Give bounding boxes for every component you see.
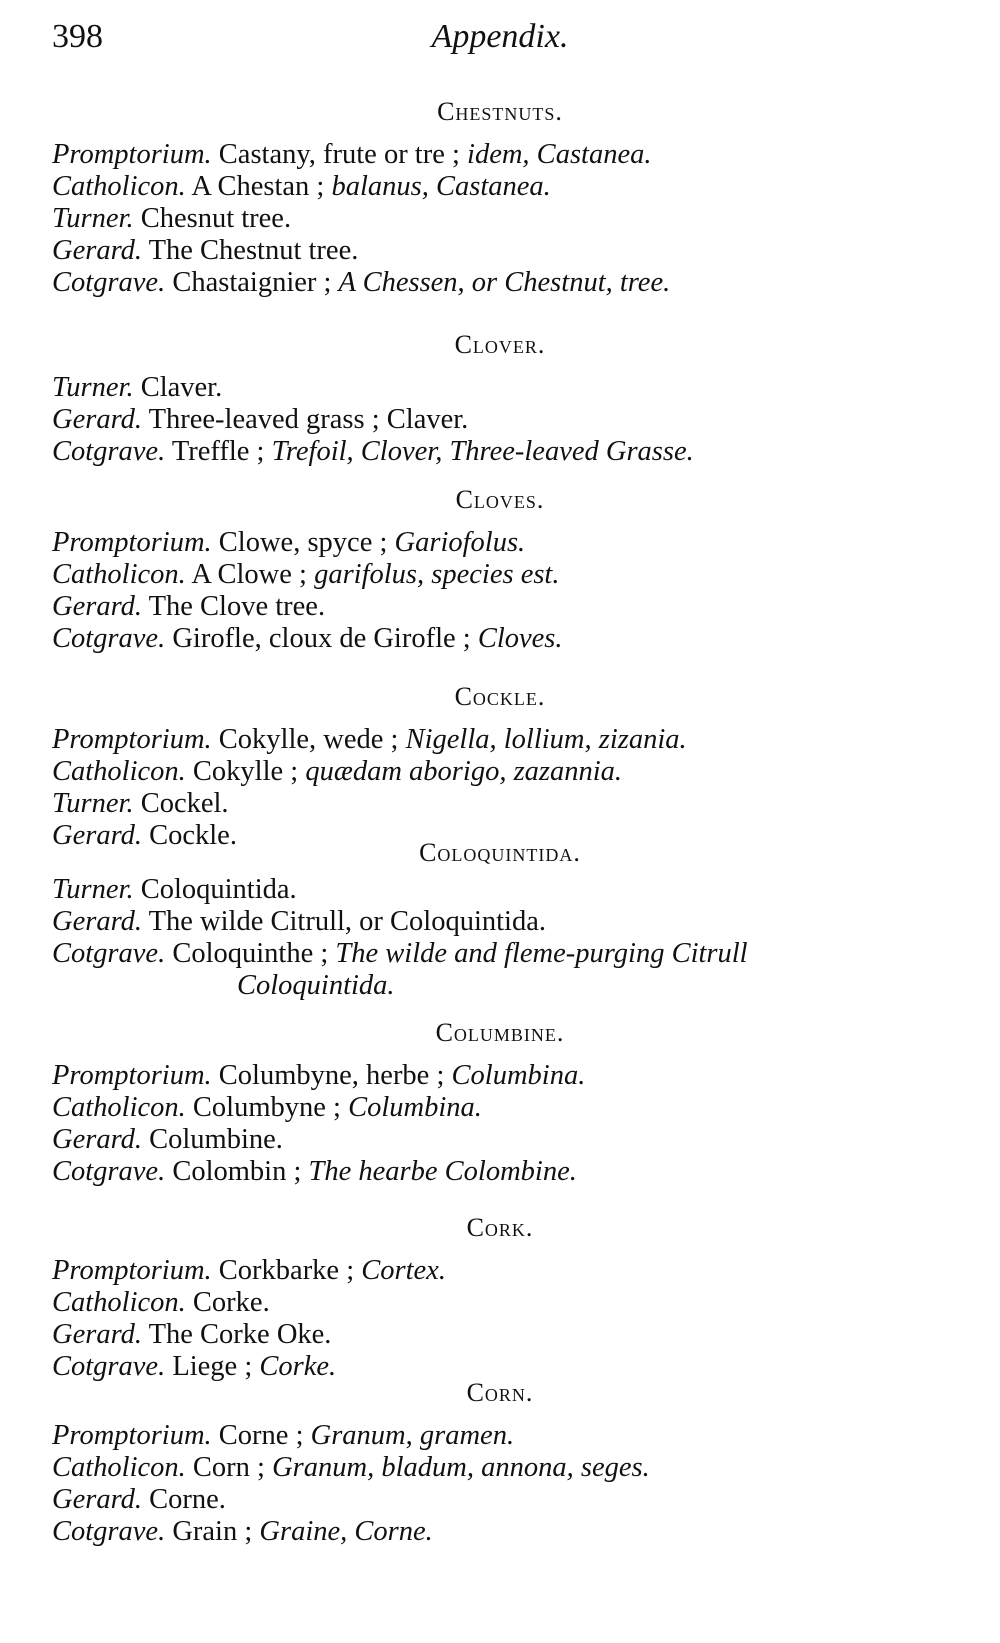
source-name: Catholicon. (52, 756, 186, 787)
entry-catholicon (0, 171, 1000, 203)
entry-text: A Chestan ; (191, 171, 325, 202)
entry-latin: Columbina. (451, 1060, 586, 1091)
source-name: Gerard. (52, 1124, 142, 1155)
source-name: Catholicon. (52, 1092, 186, 1123)
entry-translation: Trefoil, Clover, Three-leaved Grasse. (271, 436, 694, 467)
entry-latin: balanus, Castanea. (331, 171, 551, 202)
entry-translation: A Chessen, or Chestnut, tree. (338, 267, 671, 298)
section-heading: Corn. (466, 1378, 534, 1407)
entry-text: Cokylle ; (192, 756, 299, 787)
source-name: Gerard. (52, 906, 142, 937)
entry-turner (0, 874, 1000, 906)
source-name: Gerard. (52, 820, 142, 851)
entry-text: Chastaignier ; (172, 267, 332, 298)
entry-translation: Graine, Corne. (259, 1516, 433, 1547)
section-columbine (0, 1018, 1000, 1188)
section-heading: Chestnuts. (437, 97, 563, 126)
entry-turner (0, 788, 1000, 820)
source-name: Promptorium. (52, 724, 212, 755)
entry-gerard (0, 404, 1000, 436)
entry-turner (0, 203, 1000, 235)
entry-gerard (0, 1124, 1000, 1156)
entry-gerard (0, 1484, 1000, 1516)
entry-text: Corn ; (192, 1452, 265, 1483)
entry-text: Corke. (192, 1287, 270, 1318)
entry-translation: Corke. (259, 1351, 337, 1382)
section-chestnuts (0, 97, 1000, 299)
entry-promptorium (0, 724, 1000, 756)
entry-catholicon (0, 1287, 1000, 1319)
source-name: Gerard. (52, 1319, 142, 1350)
section-heading: Coloquintida. (419, 838, 581, 867)
entry-promptorium (0, 139, 1000, 171)
entry-text: Corne. (149, 1484, 226, 1515)
source-name: Catholicon. (52, 559, 186, 590)
section-corn (0, 1378, 1000, 1548)
section-heading: Clover. (454, 330, 546, 359)
entry-gerard (0, 235, 1000, 267)
entry-text: Clowe, spyce ; (218, 527, 388, 558)
entry-catholicon (0, 1452, 1000, 1484)
page-number: 398 (52, 18, 103, 55)
section-heading: Columbine. (435, 1018, 565, 1047)
entry-latin: quædam aborigo, zazannia. (305, 756, 623, 787)
entry-turner (0, 372, 1000, 404)
entry-text: The Corke Oke. (148, 1319, 332, 1350)
entry-promptorium (0, 1420, 1000, 1452)
source-name: Promptorium. (52, 1060, 212, 1091)
entry-gerard (0, 906, 1000, 938)
entry-cotgrave (0, 1156, 1000, 1188)
entry-gerard (0, 591, 1000, 623)
entry-latin: Columbina. (348, 1092, 482, 1123)
entry-text: The Chestnut tree. (148, 235, 359, 266)
page-header (0, 12, 1000, 72)
entry-promptorium (0, 527, 1000, 559)
entry-cotgrave (0, 1516, 1000, 1548)
entry-text: Columbyne, herbe ; (218, 1060, 445, 1091)
section-coloquintida (0, 838, 1000, 1002)
section-cockle (0, 682, 1000, 852)
entry-text: The Clove tree. (148, 591, 326, 622)
entry-promptorium (0, 1060, 1000, 1092)
entry-text: Cockel. (140, 788, 229, 819)
entry-latin: Cortex. (361, 1255, 446, 1286)
entry-translation-continuation: Coloquintida. (237, 970, 395, 1001)
source-name: Gerard. (52, 235, 142, 266)
running-title: Appendix. (431, 18, 569, 55)
entry-text: The wilde Citrull, or Coloquintida. (148, 906, 546, 937)
source-name: Promptorium. (52, 1420, 212, 1451)
entry-cotgrave (0, 267, 1000, 299)
entry-text: Castany, frute or tre ; (218, 139, 460, 170)
entry-text: Grain ; (172, 1516, 253, 1547)
entry-catholicon (0, 1092, 1000, 1124)
entry-latin: Gariofolus. (394, 527, 526, 558)
entry-text: A Clowe ; (191, 559, 307, 590)
source-name: Gerard. (52, 404, 142, 435)
entry-translation: The wilde and fleme-purging Citrull (335, 938, 748, 969)
entry-catholicon (0, 559, 1000, 591)
section-cork (0, 1213, 1000, 1383)
entry-text: Girofle, cloux de Girofle ; (172, 623, 471, 654)
entry-translation: Cloves. (477, 623, 563, 654)
entry-text: Cokylle, wede ; (218, 724, 399, 755)
entry-latin: Granum, gramen. (310, 1420, 515, 1451)
source-name: Catholicon. (52, 171, 186, 202)
source-name: Turner. (52, 874, 134, 905)
section-heading: Cockle. (454, 682, 546, 711)
source-name: Cotgrave. (52, 938, 166, 969)
entry-text: Claver. (140, 372, 223, 403)
source-name: Turner. (52, 372, 134, 403)
entry-latin: idem, Castanea. (467, 139, 652, 170)
entry-cotgrave (0, 938, 1000, 1002)
source-name: Cotgrave. (52, 1516, 166, 1547)
source-name: Cotgrave. (52, 436, 166, 467)
source-name: Promptorium. (52, 527, 212, 558)
entry-text: Three-leaved grass ; Claver. (148, 404, 469, 435)
entry-text: Treffle ; (171, 436, 265, 467)
entry-text: Corkbarke ; (218, 1255, 355, 1286)
source-name: Catholicon. (52, 1452, 186, 1483)
entry-text: Colombin ; (172, 1156, 302, 1187)
section-clover (0, 330, 1000, 468)
entry-text: Coloquinthe ; (172, 938, 329, 969)
entry-promptorium (0, 1255, 1000, 1287)
entry-latin: Granum, bladum, annona, seges. (272, 1452, 650, 1483)
source-name: Cotgrave. (52, 1156, 166, 1187)
entry-catholicon (0, 756, 1000, 788)
source-name: Promptorium. (52, 1255, 212, 1286)
entry-cotgrave (0, 436, 1000, 468)
entry-text: Liege ; (172, 1351, 253, 1382)
source-name: Cotgrave. (52, 1351, 166, 1382)
entry-latin: Nigella, lollium, zizania. (405, 724, 687, 755)
entry-text: Columbyne ; (192, 1092, 341, 1123)
source-name: Cotgrave. (52, 623, 166, 654)
entry-text: Columbine. (149, 1124, 283, 1155)
source-name: Catholicon. (52, 1287, 186, 1318)
section-heading: Cork. (466, 1213, 534, 1242)
entry-gerard (0, 1319, 1000, 1351)
source-name: Turner. (52, 203, 134, 234)
section-heading: Cloves. (455, 485, 545, 514)
entry-text: Cockle. (149, 820, 237, 851)
entry-latin: garifolus, species est. (314, 559, 560, 590)
entry-text: Corne ; (218, 1420, 304, 1451)
entry-cotgrave (0, 623, 1000, 655)
entry-text: Coloquintida. (140, 874, 297, 905)
section-cloves (0, 485, 1000, 655)
entry-translation: The hearbe Colombine. (308, 1156, 577, 1187)
source-name: Turner. (52, 788, 134, 819)
source-name: Gerard. (52, 591, 142, 622)
source-name: Cotgrave. (52, 267, 166, 298)
source-name: Gerard. (52, 1484, 142, 1515)
source-name: Promptorium. (52, 139, 212, 170)
entry-text: Chesnut tree. (140, 203, 292, 234)
